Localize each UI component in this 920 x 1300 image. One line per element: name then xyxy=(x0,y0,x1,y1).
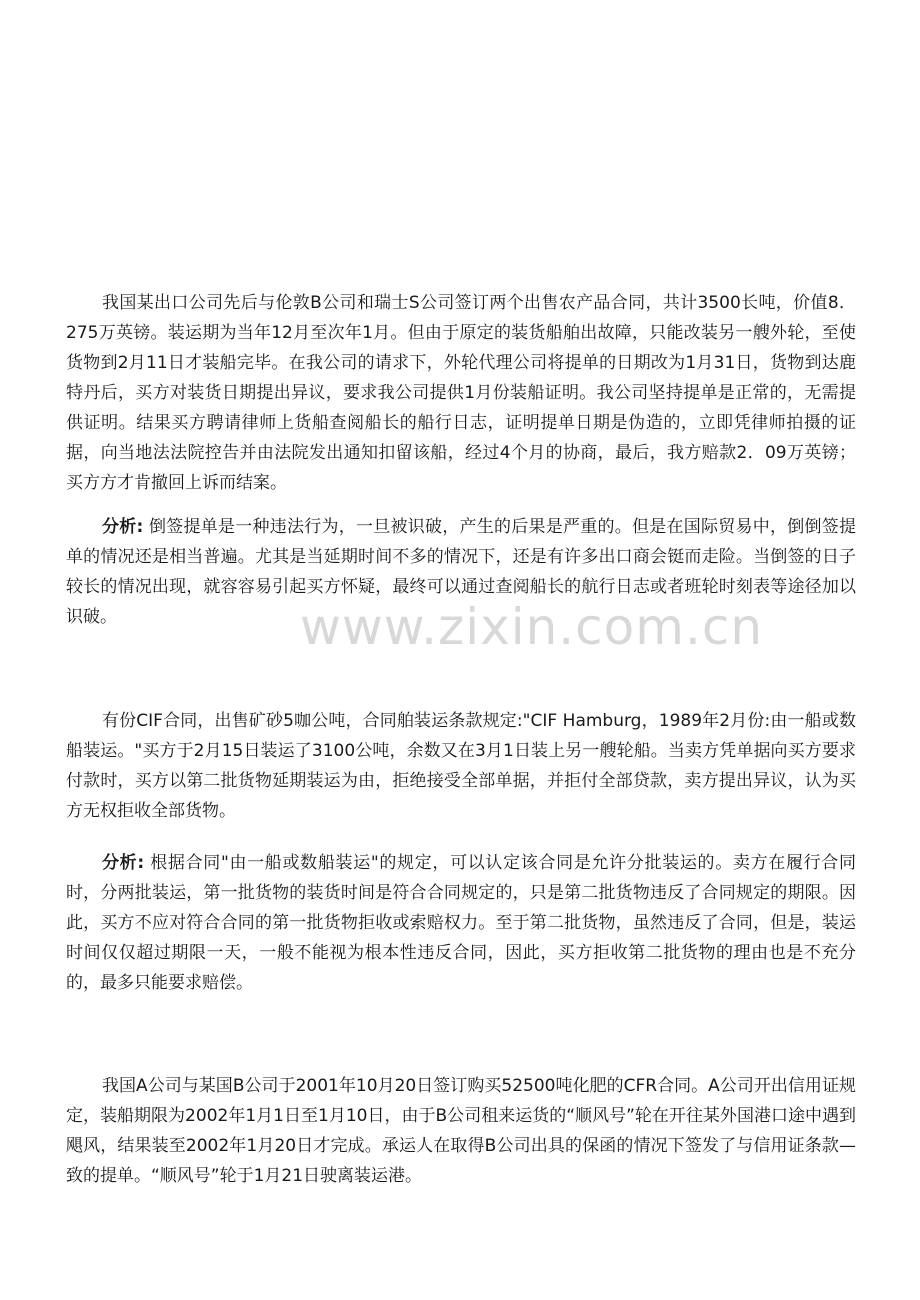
case-paragraph-2 xyxy=(66,706,856,826)
analysis-paragraph-2 xyxy=(66,848,856,998)
case-paragraph-3 xyxy=(66,1071,856,1191)
case-text-3: 我国A公司与某国B公司于2001年10月20日签订购买52500吨化肥的CFR合同。A公司开出信用证规定，装船期限为2002年1月1日至1月10日，由于B公司租来运货的“顺风号”轮在开往某外国港口途中遇到飓风，结果装至2002年1月20日才完成。承运人在取得B公司出具的保函的情况下签发了与信用证条款—致的提单。“顺风号”轮于1月21日驶离装运港。 xyxy=(66,1076,856,1186)
watermark: www.zixin.com.cn xyxy=(300,598,764,656)
case-text-2: 有份CIF合同，出售矿砂5咖公吨，合同舶装运条款规定:"CIF Hamburg，1989年2月份:由一船或数船装运。"买方于2月15日装运了3100公吨，余数又在3月1日装上另一艘轮船。当卖方凭单据向买方要求付款时，买方以第二批货物延期装运为由，拒绝接受全部单据，并拒付全部贷款，卖方提出异议，认为买方无权拒收全部货物。 xyxy=(66,711,856,821)
analysis-text-2: 根据合同"由一船或数船装运"的规定，可以认定该合同是允许分批装运的。卖方在履行合同时，分两批装运，第一批货物的装货时间是符合合同规定的，只是第二批货物违反了合同规定的期限。因此，买方不应对符合合同的第一批货物拒收或索赔权力。至于第二批货物，虽然违反了合同，但是，装运时间仅仅超过期限一天，一般不能视为根本性违反合同，因此，买方拒收第二批货物的理由也是不充分的，最多只能要求赔偿。 xyxy=(66,853,856,993)
case-text-1: 我国某出口公司先后与伦敦B公司和瑞士S公司签订两个出售农产品合同，共计3500长吨，价值8．275万英镑。装运期为当年12月至次年1月。但由于原定的装货船舶出故障，只能改装另一艘外轮，至使货物到2月11日才装船完毕。在我公司的请求下，外轮代理公司将提单的日期改为1月31日，货物到达鹿特丹后，买方对装货日期提出异议，要求我公司提供1月份装船证明。我公司坚持提单是正常的，无需提供证明。结果买方聘请律师上货船查阅船长的船行日志，证明提单日期是伪造的，立即凭律师拍摄的证据，向当地法法院控告并由法院发出通知扣留该船，经过4个月的协商，最后，我方赔款2．09万英镑；买方方才肯撤回上诉而结案。 xyxy=(66,293,856,493)
analysis-text-1: 倒签提单是一种违法行为，一旦被识破，产生的后果是严重的。但是在国际贸易中，倒倒签提单的情况还是相当普遍。尤其是当延期时间不多的情况下，还是有许多出口商会铤而走险。当倒签的日子较长的情况出现，就容容易引起买方怀疑，最终可以通过查阅船长的航行日志或者班轮时刻表等途径加以识破。 xyxy=(66,517,856,627)
analysis-paragraph-1 xyxy=(66,512,856,632)
analysis-label-2: 分析: xyxy=(102,853,145,873)
analysis-label-1: 分析: xyxy=(102,517,144,537)
case-paragraph-1 xyxy=(66,288,856,498)
